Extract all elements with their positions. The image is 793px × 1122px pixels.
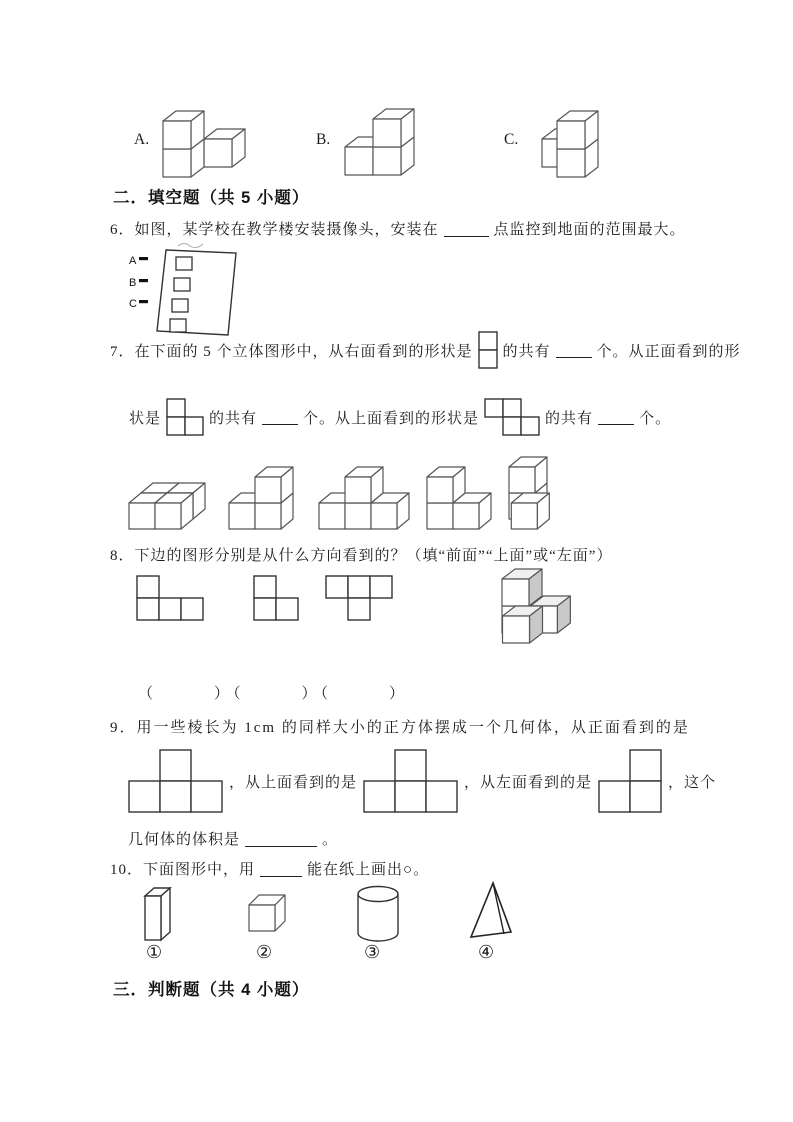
q6-text-before: 6．如图，某学校在教学楼安装摄像头，安装在 xyxy=(110,222,439,238)
camera-point-c-label: C xyxy=(129,298,137,310)
q7-solid-5 xyxy=(496,456,563,530)
q10-text-b: 能在纸上画出○。 xyxy=(307,862,430,878)
q7-line2-text-a: 状是 xyxy=(129,410,162,427)
q8-solid-figure xyxy=(488,568,572,644)
option-b-label: B. xyxy=(316,131,331,148)
option-b-cube-figure xyxy=(344,108,415,176)
q8-answer-parens: （ ）（ ）（ ） xyxy=(138,686,409,702)
q9-figure-line xyxy=(128,748,716,814)
q10-figure-cuboid xyxy=(142,884,176,944)
q9-left-view-shape xyxy=(598,749,662,813)
q6-line xyxy=(110,218,686,239)
q6-answer-blank xyxy=(444,221,489,237)
building-wall xyxy=(157,250,236,335)
q7-blank-3 xyxy=(598,409,634,425)
section-judge-heading: 三．判断题（共 4 小题） xyxy=(113,981,310,999)
option-a-cube-figure xyxy=(162,100,246,178)
building-window-3 xyxy=(172,299,188,312)
q7-solid-4 xyxy=(426,466,492,530)
q9-volume-text: 几何体的体积是 xyxy=(128,832,241,848)
q8-view-figure-1 xyxy=(136,575,204,621)
q7-line1-text-c: 个。从正面看到的形 xyxy=(596,343,741,360)
q7-line2-text-c: 个。从上面看到的形状是 xyxy=(303,410,480,427)
q7-line-2 xyxy=(129,392,671,442)
q9-line-1: 9．用一些棱长为 1cm 的同样大小的正方体摆成一个几何体，从正面看到的是 xyxy=(110,720,690,736)
option-a-label: A. xyxy=(134,131,150,148)
q7-line-1 xyxy=(110,328,741,372)
q9-mid-text-3: ，这个 xyxy=(668,774,717,791)
building-window-1 xyxy=(176,257,192,270)
q10-line xyxy=(110,858,429,879)
q7-blank-1 xyxy=(556,342,592,358)
q7-line1-text-b: 的共有 xyxy=(502,343,551,360)
section-fill-in-heading: 二．填空题（共 5 小题） xyxy=(113,189,310,207)
q7-line1-text-a: 7．在下面的 5 个立体图形中，从右面看到的形状是 xyxy=(110,343,473,360)
q9-mid-text-1: ，从上面看到的是 xyxy=(229,774,358,791)
q10-number-1: ① xyxy=(146,942,163,962)
q10-number-4: ④ xyxy=(478,942,495,962)
q6-building-figure xyxy=(126,240,244,340)
option-c-cube-figure xyxy=(528,100,612,178)
cuboid-side-face xyxy=(161,888,170,940)
q7-line2-text-d: 的共有 xyxy=(545,410,594,427)
q7-right-view-shape xyxy=(478,331,498,369)
q6-text-after: 点监控到地面的范围最大。 xyxy=(493,222,686,238)
q10-text-a: 10．下面图形中，用 xyxy=(110,862,256,878)
camera-point-a-label: A xyxy=(129,255,137,267)
q10-figure-cylinder xyxy=(355,884,401,944)
q9-mid-text-2: ，从左面看到的是 xyxy=(464,774,593,791)
q8-view-figure-2 xyxy=(253,575,299,621)
option-c-label: C. xyxy=(504,131,519,148)
q9-top-view-shape xyxy=(363,749,458,813)
q10-figure-cube xyxy=(248,894,286,932)
q7-front-view-shape xyxy=(166,398,204,436)
q7-solid-3 xyxy=(318,466,410,530)
camera-point-b-label: B xyxy=(129,277,137,289)
q7-top-view-shape xyxy=(484,398,540,436)
cone-outline xyxy=(471,883,511,937)
q7-solid-2 xyxy=(228,466,294,530)
q7-solid-1 xyxy=(128,482,206,530)
q7-line2-text-e: 个。 xyxy=(639,410,672,427)
building-window-2 xyxy=(174,278,190,291)
q10-number-3: ③ xyxy=(364,942,381,962)
q9-period: 。 xyxy=(322,832,339,848)
camera-point-c-mark xyxy=(139,300,148,303)
q9-line-3 xyxy=(128,828,338,849)
q10-figure-cone xyxy=(468,880,514,942)
camera-point-b-mark xyxy=(139,279,148,282)
q9-front-view-shape xyxy=(128,749,223,813)
q10-answer-blank xyxy=(260,861,302,877)
building-scribble xyxy=(178,244,203,248)
q7-blank-2 xyxy=(262,409,298,425)
q7-line2-text-b: 的共有 xyxy=(209,410,258,427)
q8-view-figure-3 xyxy=(325,575,393,621)
q8-text: 8．下边的图形分别是从什么方向看到的？（填“前面”“上面”或“左面”） xyxy=(110,548,613,564)
q10-number-2: ② xyxy=(256,942,273,962)
cylinder-top xyxy=(358,887,398,902)
camera-point-a-mark xyxy=(139,257,148,260)
cuboid-front-face xyxy=(145,896,161,940)
q9-volume-blank xyxy=(245,831,317,847)
